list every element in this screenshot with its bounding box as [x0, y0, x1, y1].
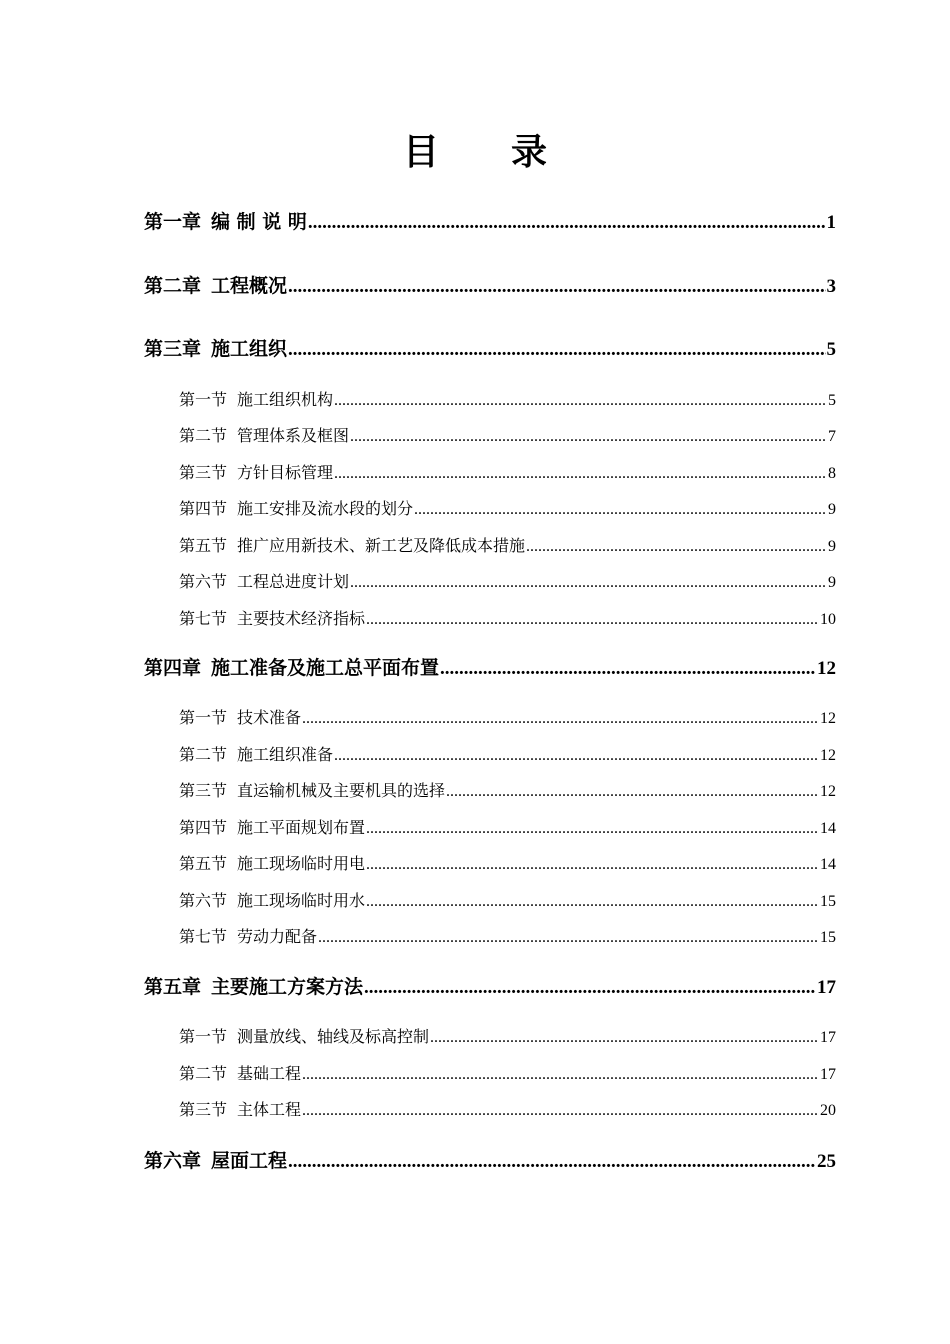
toc-text: 方针目标管理 — [237, 463, 334, 482]
toc-text: 屋面工程 — [211, 1150, 288, 1172]
toc-number: 第三节 — [179, 781, 228, 800]
toc-number: 第二节 — [179, 426, 228, 445]
toc-number: 第二章 — [144, 275, 202, 297]
toc-section-4-1[interactable] — [179, 706, 836, 731]
toc-leader — [446, 780, 819, 804]
toc-chapter-2[interactable] — [144, 272, 836, 301]
toc-number: 第三节 — [179, 463, 228, 482]
toc-leader — [302, 1099, 819, 1123]
toc-number: 第二节 — [179, 745, 228, 764]
toc-leader — [350, 425, 827, 449]
toc-section-5-3[interactable] — [179, 1098, 836, 1123]
toc-section-4-7[interactable] — [179, 925, 836, 950]
toc-text: 技术准备 — [237, 708, 302, 727]
toc-section-5-1[interactable] — [179, 1025, 836, 1050]
toc-number: 第六节 — [179, 572, 228, 591]
toc-number: 第六章 — [144, 1150, 202, 1172]
toc-page-number: 15 — [820, 893, 836, 910]
toc-text: 推广应用新技术、新工艺及降低成本措施 — [237, 536, 526, 555]
toc-leader — [288, 273, 825, 301]
toc-page-number: 8 — [828, 465, 836, 482]
toc-leader — [414, 498, 827, 522]
toc-number: 第五节 — [179, 854, 228, 873]
toc-page-number: 12 — [817, 658, 836, 679]
toc-leader — [288, 336, 825, 364]
toc-page-number: 20 — [820, 1102, 836, 1119]
toc-leader — [430, 1026, 819, 1050]
toc-leader — [366, 890, 819, 914]
toc-text: 施工组织准备 — [237, 745, 334, 764]
toc-section-4-3[interactable] — [179, 779, 836, 804]
toc-number: 第三章 — [144, 338, 202, 360]
toc-page-number: 14 — [820, 856, 836, 873]
page-title-right: 录 — [511, 132, 548, 173]
toc-leader — [366, 817, 819, 841]
toc-leader — [366, 853, 819, 877]
toc-leader — [302, 1063, 819, 1087]
toc-leader — [318, 926, 819, 950]
toc-chapter-1[interactable] — [144, 208, 836, 237]
toc-page-number: 12 — [820, 747, 836, 764]
toc-page-number: 15 — [820, 929, 836, 946]
toc-number: 第四节 — [179, 499, 228, 518]
toc-page-number: 10 — [820, 611, 836, 628]
toc-section-3-4[interactable] — [179, 497, 836, 522]
toc-number: 第一节 — [179, 390, 228, 409]
toc-text: 施工安排及流水段的划分 — [237, 499, 414, 518]
toc-page-number: 1 — [826, 212, 836, 233]
toc-page-number: 17 — [817, 977, 836, 998]
toc-section-3-7[interactable] — [179, 607, 836, 632]
toc-section-5-2[interactable] — [179, 1062, 836, 1087]
toc-number: 第二节 — [179, 1064, 228, 1083]
toc-section-3-2[interactable] — [179, 424, 836, 449]
toc-text: 主要技术经济指标 — [237, 609, 366, 628]
toc-text: 施工准备及施工总平面布置 — [211, 657, 440, 679]
toc-leader — [364, 974, 816, 1002]
toc-text: 主体工程 — [237, 1100, 302, 1119]
toc-leader — [288, 1148, 816, 1176]
toc-text: 施工现场临时用电 — [237, 854, 366, 873]
toc-text: 直运输机械及主要机具的选择 — [237, 781, 446, 800]
toc-leader — [366, 608, 819, 632]
toc-text: 劳动力配备 — [237, 927, 318, 946]
toc-text: 主要施工方案方法 — [211, 976, 364, 998]
toc-text: 施工组织 — [211, 338, 288, 360]
toc-leader — [440, 655, 816, 683]
toc-number: 第四章 — [144, 657, 202, 679]
toc-section-3-5[interactable] — [179, 534, 836, 559]
toc-section-4-6[interactable] — [179, 889, 836, 914]
toc-chapter-5[interactable] — [144, 973, 836, 1002]
toc-page-number: 14 — [820, 820, 836, 837]
toc-number: 第七节 — [179, 609, 228, 628]
toc-number: 第六节 — [179, 891, 228, 910]
toc-page-number: 17 — [820, 1029, 836, 1046]
toc-section-4-4[interactable] — [179, 816, 836, 841]
toc-page-number: 25 — [817, 1151, 836, 1172]
toc-chapter-6[interactable] — [144, 1147, 836, 1176]
toc-leader — [334, 462, 827, 486]
toc-leader — [334, 389, 827, 413]
toc-section-4-2[interactable] — [179, 743, 836, 768]
toc-page-number: 12 — [820, 783, 836, 800]
toc-leader — [526, 535, 827, 559]
page-title — [0, 128, 950, 178]
toc-page-number: 3 — [826, 276, 836, 297]
toc-leader — [302, 707, 819, 731]
toc-section-3-1[interactable] — [179, 388, 836, 413]
toc-number: 第五节 — [179, 536, 228, 555]
toc-page-number: 9 — [828, 501, 836, 518]
toc-number: 第四节 — [179, 818, 228, 837]
toc-page-number: 5 — [826, 339, 836, 360]
toc-page-number: 9 — [828, 538, 836, 555]
toc-text: 管理体系及框图 — [237, 426, 350, 445]
toc-text: 施工平面规划布置 — [237, 818, 366, 837]
toc-page-number: 5 — [828, 392, 836, 409]
toc-number: 第七节 — [179, 927, 228, 946]
page-title-left: 目 — [402, 132, 439, 173]
toc-page-number: 12 — [820, 710, 836, 727]
toc-text: 施工组织机构 — [237, 390, 334, 409]
toc-section-3-6[interactable] — [179, 570, 836, 595]
toc-number: 第三节 — [179, 1100, 228, 1119]
toc-text: 工程总进度计划 — [237, 572, 350, 591]
toc-chapter-4[interactable] — [144, 654, 836, 683]
toc-leader — [350, 571, 827, 595]
toc-text: 基础工程 — [237, 1064, 302, 1083]
toc-text: 测量放线、轴线及标高控制 — [237, 1027, 430, 1046]
toc-leader — [308, 209, 826, 237]
toc-text: 工程概况 — [211, 275, 288, 297]
toc-text: 编 制 说 明 — [211, 211, 307, 233]
toc-chapter-3[interactable] — [144, 335, 836, 364]
toc-number: 第一章 — [144, 211, 202, 233]
toc-page-number: 9 — [828, 574, 836, 591]
toc-section-3-3[interactable] — [179, 461, 836, 486]
toc-section-4-5[interactable] — [179, 852, 836, 877]
toc-number: 第一节 — [179, 1027, 228, 1046]
toc-number: 第五章 — [144, 976, 202, 998]
toc-page-number: 7 — [828, 428, 836, 445]
toc-leader — [334, 744, 819, 768]
toc-page-number: 17 — [820, 1066, 836, 1083]
toc-number: 第一节 — [179, 708, 228, 727]
toc-text: 施工现场临时用水 — [237, 891, 366, 910]
